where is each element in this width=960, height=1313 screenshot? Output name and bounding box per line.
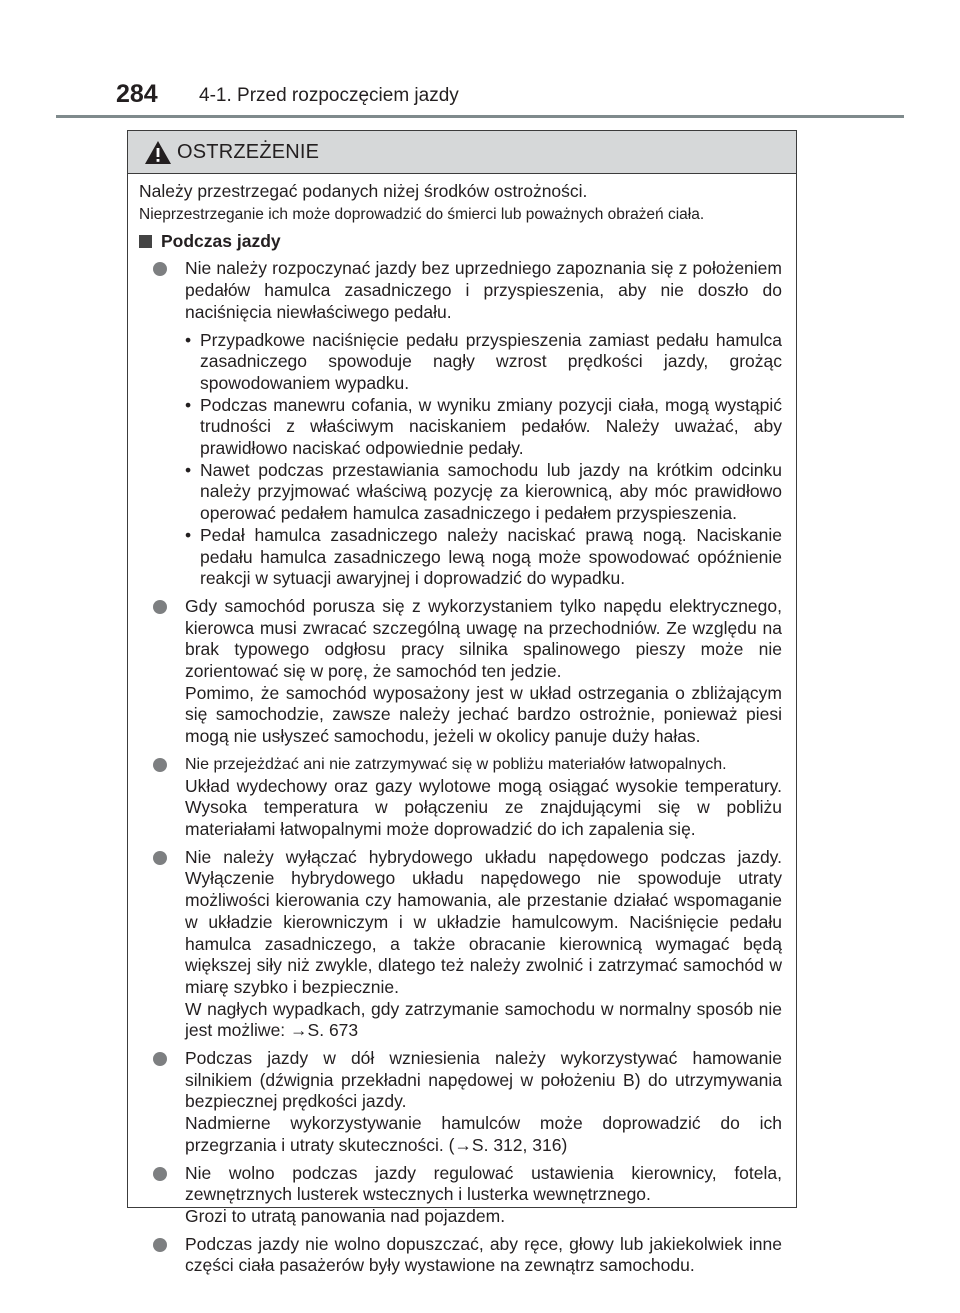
section-heading-label: Podczas jazdy xyxy=(161,230,281,251)
item-text: Podczas jazdy nie wolno dopuszczać, aby ręce, głowy lub jakiekolwiek inne części ciała pasażerów były wystawione na zewnątrz samochodu. xyxy=(185,1233,782,1276)
warning-intro-sub: Nieprzestrzeganie ich może doprowadzić do śmierci lub poważnych obrażeń ciała. xyxy=(139,205,705,223)
list-item xyxy=(139,1048,782,1157)
round-bullet-icon xyxy=(153,851,167,865)
item-text: Nie wolno podczas jazdy regulować ustawienia kierownicy, fotela, zewnętrznych lusterek wstecznych i lusterka wewnętrznego. xyxy=(185,1162,782,1205)
round-bullet-icon xyxy=(153,1052,167,1066)
dot-bullet-icon: • xyxy=(185,524,192,545)
item-text: Pomimo, że samochód wyposażony jest w układ ostrzegania o zbliżającym się samochodzie, zawsze należy jechać bardzo ostrożnie, ponieważ piesi mogą nie usłyszeć samochodu, jeżeli w okolicy panuje duży hałas. xyxy=(185,682,782,747)
item-tail-text: Nadmierne wykorzystywanie hamulców może doprowadzić do ich przegrzania i utraty skuteczności. ( xyxy=(185,1113,782,1155)
item-text: Gdy samochód porusza się z wykorzystaniem tylko napędu elektrycznego, kierowca musi zwracać szczególną uwagę na przechodniów. Ze względu na brak typowego odgłosu pracy silnika spalinowego pieszy może nie zorientować się w porę, że samochód ten jedzie. xyxy=(185,595,782,682)
round-bullet-icon xyxy=(153,1238,167,1252)
header-divider xyxy=(56,115,904,118)
item-tail xyxy=(185,1113,782,1156)
square-bullet-icon xyxy=(139,235,152,248)
warning-box xyxy=(127,130,797,1276)
item-text: Podczas jazdy w dół wzniesienia należy wykorzystywać hamowanie silnikiem (dźwignia przekładni napędowej w położeniu B) do utrzymywania bezpiecznej prędkości jazdy. xyxy=(185,1048,782,1112)
warning-header xyxy=(128,131,796,174)
warning-body xyxy=(128,174,796,1277)
sub-item-text: Przypadkowe naciśnięcie pedału przyspieszenia zamiast pedału hamulca zasadniczego spowoduje nagły wzrost prędkości jazdy, grożąc spowodowaniem wypadku. xyxy=(200,329,782,393)
sub-item-text: Podczas manewru cofania, w wyniku zmiany pozycji ciała, mogą wystąpić trudności z właściwym naciskaniem pedałów. Należy uważać, aby prawidłowo naciskać odpowiednie pedały. xyxy=(200,394,782,459)
sub-item-text: Nawet podczas przestawiania samochodu lub jazdy na krótkim odcinku należy przyjmować właściwą pozycję za kierownicą, aby móc prawidłowo operować pedałem hamulca zasadniczego i pedałem przyspieszenia. xyxy=(200,459,782,524)
item-text: Grozi to utratą panowania nad pojazdem. xyxy=(185,1205,506,1226)
dot-bullet-icon: • xyxy=(185,459,192,480)
item-text: Nie należy rozpoczynać jazdy bez uprzedniego zapoznania się z położeniem pedałów hamulca zasadniczego i przyspieszenia, aby nie doszło do naciśnięcia niewłaściwego pedału. xyxy=(185,258,782,322)
item-lead: Nie przejeżdżać ani nie zatrzymywać się w pobliżu materiałów łatwopalnych. xyxy=(185,755,727,773)
warning-triangle-icon xyxy=(144,140,172,165)
dot-bullet-icon: • xyxy=(185,394,192,415)
item-text: Nie należy wyłączać hybrydowego układu napędowego podczas jazdy. Wyłączenie hybrydowego układu napędowego nie spowoduje utraty możliwości kierowania czy hamowania, ale przestanie działać wspomaganie w układzie kierowniczym i w układzie hamulcowym. Naciśnięcie pedału hamulca zasadniczego, a także obracanie kierownicą wymagać będą większej siły niż zwykle, dlatego też należy zwolnić i zatrzymać samochód w miarę szybko i bezpiecznie. xyxy=(185,846,782,997)
round-bullet-icon xyxy=(153,758,167,772)
sub-list-item xyxy=(185,525,782,590)
list-item xyxy=(139,596,782,748)
item-tail xyxy=(185,999,782,1042)
page-reference-link[interactable]: →S. 673 xyxy=(290,1020,359,1041)
section-title: 4-1. Przed rozpoczęciem jazdy xyxy=(199,85,459,106)
sub-list xyxy=(185,330,782,590)
sub-item-text: Pedał hamulca zasadniczego należy naciskać prawą nogą. Naciskanie pedału hamulca zasadniczego lewą nogą może spowodować opóźnienie reakcji w sytuacji awaryjnej i doprowadzić do wypadku. xyxy=(200,524,782,589)
sub-list-item xyxy=(185,330,782,395)
round-bullet-icon xyxy=(153,600,167,614)
sub-list-item xyxy=(185,395,782,460)
list-item xyxy=(139,258,782,590)
item-text: Układ wydechowy oraz gazy wylotowe mogą osiągać wysokie temperatury. Wysoka temperatura w połączeniu ze znajdującymi się w pobliżu materiałami łatwopalnymi może doprowadzić do ich zapalenia się. xyxy=(185,775,782,839)
item-tail-text: W nagłych wypadkach, gdy zatrzymanie samochodu w normalny sposób nie jest możliwe: xyxy=(185,998,782,1041)
page-header xyxy=(0,0,960,118)
list-item xyxy=(139,1163,782,1228)
page-number: 284 xyxy=(116,80,158,108)
round-bullet-icon xyxy=(153,1167,167,1181)
warning-intro: Należy przestrzegać podanych niżej środków ostrożności. xyxy=(139,181,588,201)
list-item xyxy=(139,847,782,1042)
list-item xyxy=(139,1234,782,1277)
list-item xyxy=(139,754,782,841)
sub-list-item xyxy=(185,460,782,525)
page-reference-link[interactable]: →S. 312, 316) xyxy=(454,1134,568,1155)
section-heading xyxy=(139,231,782,253)
round-bullet-icon xyxy=(153,262,167,276)
dot-bullet-icon: • xyxy=(185,329,192,350)
warning-title: OSTRZEŻENIE xyxy=(177,141,320,163)
